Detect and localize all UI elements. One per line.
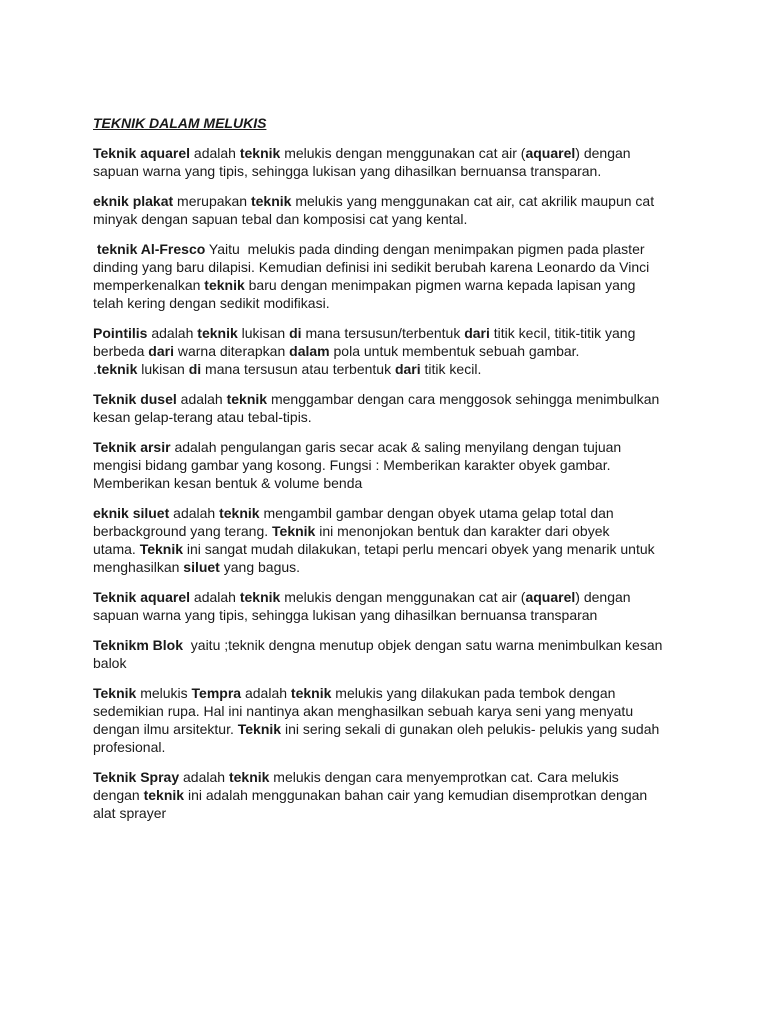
text-line [93,342,683,360]
text-run: menggambar dengan cara menggosok sehingga menimbulkan [267,391,660,407]
text-line [93,192,683,210]
text-run: memperkenalkan [93,277,205,293]
bold-term: teknik [290,685,332,701]
text-run: melukis dengan cara menyemprotkan cat. Cara melukis [269,769,619,785]
paragraph [93,588,683,624]
bold-term: di [289,325,302,341]
text-run: berbackground yang terang. [93,523,273,539]
text-run: melukis dengan menggunakan cat air ( [280,145,526,161]
document-page [93,114,683,834]
bold-term: teknik [204,277,245,293]
text-run: balok [93,655,127,671]
text-run: adalah [190,589,240,605]
text-run: ) dengan [575,145,631,161]
text-line [93,738,683,756]
bold-term: teknik [239,589,281,605]
paragraph [93,636,683,672]
text-run: yaitu ;teknik dengna menutup objek dengan satu warna menimbulkan kesan [183,637,663,653]
text-run: dengan [93,787,144,803]
bold-term: Teknik [139,541,184,557]
paragraph [93,504,683,576]
bold-term: teknik [219,505,260,521]
text-run: telah kering dengan sedikit modifikasi. [93,295,330,311]
bold-term: Teknikm Blok [93,637,183,653]
text-run: adalah pengulangan garis secar acak & saling menyilang dengan tujuan [170,439,622,455]
text-run: profesional. [93,739,166,755]
paragraph [93,438,683,492]
text-run: melukis [136,685,192,701]
bold-term: di [188,361,202,377]
text-line [93,588,683,606]
bold-term: Teknik dusel [93,391,177,407]
text-line [93,210,683,228]
bold-term: Teknik [237,721,282,737]
document-body [93,144,683,822]
text-run: ) dengan [575,589,631,605]
text-run: sedemikian rupa. Hal ini nantinya akan menghasilkan sebuah karya seni yang menyatu [93,703,634,719]
bold-term: teknik [228,769,270,785]
bold-term: dari [148,343,174,359]
paragraph [93,324,683,378]
paragraph [93,768,683,822]
text-line [93,324,683,342]
bold-term: dari [464,325,490,341]
text-line [93,702,683,720]
paragraph [93,240,683,312]
bold-term: Teknik [93,685,137,701]
text-run: lukisan [137,361,189,377]
text-run: merupakan [173,193,251,209]
text-run: titik kecil, titik-titik yang [489,325,636,341]
text-line [93,558,683,576]
text-line [93,240,683,258]
text-run: melukis yang dilakukan pada tembok dengan [331,685,616,701]
text-run: . [93,361,97,377]
text-run: berbeda [93,343,149,359]
text-line [93,144,683,162]
text-run: pola untuk membentuk sebuah gambar. [329,343,580,359]
text-run: ini sangat mudah dilakukan, tetapi perlu mencari obyek yang menarik untuk [183,541,655,557]
text-run: ini menonjokan bentuk dan karakter dari obyek [315,523,610,539]
text-run: mana tersusun atau terbentuk [201,361,395,377]
text-run: alat sprayer [93,805,167,821]
text-line [93,684,683,702]
text-run: Yaitu melukis pada dinding dengan menimpakan pigmen pada plaster [205,241,645,257]
text-run: baru dengan menimpakan pigmen warna kepada lapisan yang [244,277,636,293]
text-line [93,606,683,624]
bold-term: teknik [197,325,238,341]
text-run: mengisi bidang gambar yang kosong. Fungsi : Memberikan karakter obyek gambar. [93,457,611,473]
text-line [93,654,683,672]
bold-term: teknik Al-Fresco [93,241,206,257]
bold-term: aquarel [525,145,576,161]
bold-term: Teknik Spray [93,769,180,785]
text-line [93,360,683,378]
text-line [93,636,683,654]
bold-term: dari [394,361,421,377]
text-run: lukisan [237,325,290,341]
text-line [93,720,683,738]
text-run: melukis dengan menggunakan cat air ( [280,589,526,605]
text-run: sapuan warna yang tipis, sehingga lukisan yang dihasilkan bernuansa transparan. [93,163,602,179]
text-line [93,258,683,276]
text-line [93,294,683,312]
text-line [93,408,683,426]
text-run: mengambil gambar dengan obyek utama gelap total dan [259,505,614,521]
text-line [93,522,683,540]
bold-term: teknik [96,361,138,377]
paragraph [93,684,683,756]
text-run: menghasilkan [93,559,184,575]
text-run: adalah [176,391,227,407]
text-line [93,504,683,522]
document-title: TEKNIK DALAM MELUKIS [93,115,267,131]
bold-term: dalam [289,343,330,359]
text-line [93,768,683,786]
paragraph [93,390,683,426]
bold-term: teknik [226,391,268,407]
bold-term: Pointilis [93,325,148,341]
text-run: dinding yang baru dilapisi. Kemudian definisi ini sedikit berubah karena Leonardo da Vinci [93,259,650,275]
text-run: ini sering sekali di gunakan oleh pelukis- pelukis yang sudah [281,721,660,737]
text-run: adalah [147,325,198,341]
text-line [93,390,683,408]
bold-term: Teknik aquarel [93,145,191,161]
text-run: mana tersusun/terbentuk [301,325,465,341]
paragraph [93,192,683,228]
text-run: kesan gelap-terang atau tebal-tipis. [93,409,312,425]
text-run: minyak dengan sapuan tebal dan komposisi cat yang kental. [93,211,468,227]
bold-term: eknik plakat [93,193,174,209]
bold-term: Teknik aquarel [93,589,191,605]
bold-term: Teknik arsir [93,439,171,455]
text-run: utama. [93,541,140,557]
text-run: yang bagus. [219,559,301,575]
text-run: Memberikan kesan bentuk & volume benda [93,475,363,491]
bold-term: Teknik [272,523,316,539]
text-run: melukis yang menggunakan cat air, cat akrilik maupun cat [291,193,655,209]
text-line [93,786,683,804]
text-line [93,540,683,558]
bold-term: teknik [143,787,185,803]
bold-term: siluet [183,559,220,575]
bold-term: aquarel [525,589,576,605]
text-line [93,438,683,456]
text-run: adalah [169,505,220,521]
text-run: adalah [179,769,229,785]
text-line [93,804,683,822]
bold-term: eknik siluet [93,505,170,521]
text-run: adalah [241,685,291,701]
text-line [93,162,683,180]
bold-term: teknik [239,145,281,161]
bold-term: Tempra [191,685,242,701]
text-run: sapuan warna yang tipis, sehingga lukisan yang dihasilkan bernuansa transparan [93,607,598,623]
text-run: adalah [190,145,240,161]
text-line [93,276,683,294]
text-run: warna diterapkan [173,343,290,359]
bold-term: teknik [250,193,292,209]
paragraph [93,144,683,180]
text-line [93,474,683,492]
text-run: titik kecil. [420,361,482,377]
text-run: ini adalah menggunakan bahan cair yang kemudian disemprotkan dengan [184,787,648,803]
text-line [93,456,683,474]
text-run: dengan ilmu arsitektur. [93,721,238,737]
